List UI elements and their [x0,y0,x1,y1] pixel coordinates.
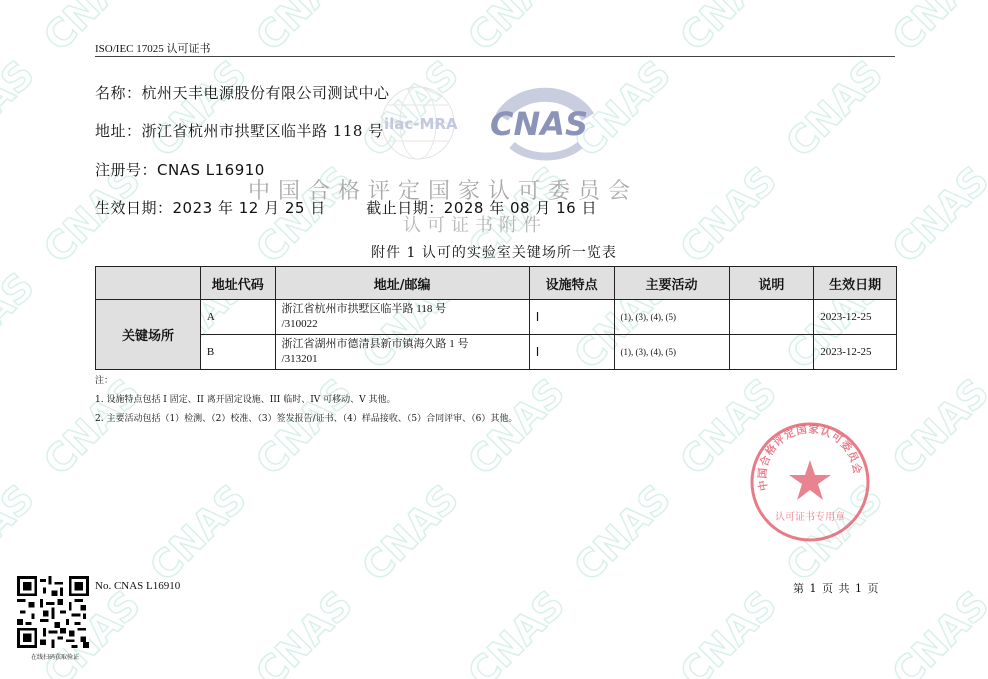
address-label: 地址： [95,122,142,140]
col-effective-date: 生效日期 [814,267,897,300]
table-notes [95,372,517,429]
name-label: 名称： [95,84,142,102]
page-indicator: 第 1 页 共 1 页 [793,582,880,595]
cell-code: B [200,335,275,370]
table-row [96,335,897,370]
cell-date: 2023-12-25 [814,300,897,335]
expiry-value: 2028 年 08 月 16 日 [443,199,597,217]
cell-date: 2023-12-25 [814,335,897,370]
verification-qr-code[interactable] [17,576,89,648]
registration-value: CNAS L16910 [157,161,265,179]
col-facility: 设施特点 [529,267,614,300]
annex-subtitle: 认可证书附件 [403,215,547,236]
name-value: 杭州天丰电源股份有限公司测试中心 [141,84,390,102]
svg-text:CNAS: CNAS [490,105,589,143]
cell-address: 浙江省杭州市拱墅区临半路 118 号 /310022 [275,300,529,335]
registration-label: 注册号： [95,161,158,179]
ilac-logo-text: ilac-MRA [384,115,458,133]
registration-field [95,159,265,180]
cell-code: A [200,300,275,335]
table-row [96,300,897,335]
header-divider [95,56,895,57]
col-note: 说明 [729,267,814,300]
key-locations-table [95,266,897,370]
notes-label: 注： [95,376,114,386]
address-value: 浙江省杭州市拱墅区临半路 118 号 [141,122,384,140]
table-title: 附件 1 认可的实验室关键场所一览表 [371,245,617,261]
cell-facility: I [529,335,614,370]
ilac-cnas-logos [380,75,620,175]
official-seal-stamp [748,420,872,544]
row-header-key-locations: 关键场所 [96,300,201,370]
cell-address: 浙江省湖州市德清县新市镇海久路 1 号 /313201 [275,335,529,370]
cnas-logo [490,95,588,157]
effective-label: 生效日期： [95,199,173,217]
issuer-grey-text: 中国合格评定国家认可委员会 [248,179,639,204]
effective-value: 2023 年 12 月 25 日 [172,199,326,217]
table-header-row [96,267,897,300]
col-address-postcode: 地址/邮编 [275,267,529,300]
note-activity-types: 2. 主要活动包括（1）检测、（2）校准、（3）签发报告/证书、（4）样品接收、（5）合同评审、（6）其他。 [95,414,518,424]
cell-note [729,300,814,335]
svg-text:中国合格评定国家认可委员会: 中国合格评定国家认可委员会 [756,423,864,492]
cell-activities: (1), (3), (4), (5) [614,300,729,335]
seal-bottom-text: 认可证书专用章 [775,512,845,523]
note-facility-types: 1. 设施特点包括 I 固定、II 离开固定设施、III 临时、IV 可移动、V 其他。 [95,395,396,405]
certificate-number: No. CNAS L16910 [95,580,181,592]
expiry-label: 截止日期： [366,199,444,217]
cell-activities: (1), (3), (4), (5) [614,335,729,370]
address-field [95,120,384,141]
cell-note [729,335,814,370]
blank-corner [96,267,201,300]
cell-facility: I [529,300,614,335]
col-address-code: 地址代码 [200,267,275,300]
seal-star-icon [789,460,831,500]
name-field [95,82,390,103]
qr-caption: 在线扫码获取验证 [30,654,79,661]
col-activities: 主要活动 [614,267,729,300]
standard-header: ISO/IEC 17025 认可证书 [95,43,211,55]
